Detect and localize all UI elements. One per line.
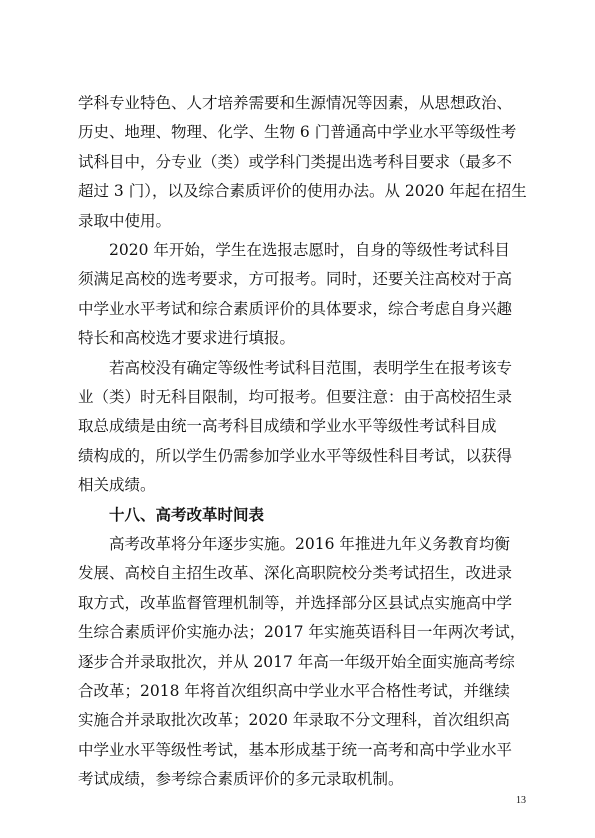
paragraph-line: 录取中使用。 bbox=[78, 211, 172, 230]
paragraph-line: 超过 3 门），以及综合素质评价的使用办法。从 2020 年起在招生 bbox=[78, 182, 527, 201]
paragraph-line: 2020 年开始，学生在选报志愿时，自身的等级性考试科目 bbox=[109, 241, 510, 259]
paragraph-line: 相关成绩。 bbox=[78, 476, 156, 495]
paragraph-line: 取方式，改革监督管理机制等，并选择部分区县试点实施高中学 bbox=[78, 593, 513, 612]
section-heading: 十八、高考改革时间表 bbox=[109, 505, 265, 524]
paragraph-line: 绩构成的，所以学生仍需参加学业水平等级性科目考试，以获得 bbox=[78, 446, 513, 465]
paragraph-line: 历史、地理、物理、化学、生物 6 门普通高中学业水平等级性考 bbox=[78, 123, 517, 142]
paragraph-line: 中学业水平等级性考试，基本形成基于统一高考和高中学业水平 bbox=[78, 740, 513, 759]
paragraph-line: 高考改革将分年逐步实施。2016 年推进九年义务教育均衡 bbox=[109, 535, 510, 553]
paragraph-line: 考试成绩，参考综合素质评价的多元录取机制。 bbox=[78, 770, 404, 789]
paragraph-line: 若高校没有确定等级性考试科目范围，表明学生在报考该专 bbox=[109, 358, 513, 377]
paragraph-line: 特长和高校选才要求进行填报。 bbox=[78, 329, 296, 348]
paragraph-line: 逐步合并录取批次，并从 2017 年高一年级开始全面实施高考综 bbox=[78, 652, 515, 671]
paragraph-line: 业（类）时无科目限制，均可报考。但要注意：由于高校招生录 bbox=[78, 388, 513, 406]
page-number: 13 bbox=[516, 795, 526, 806]
paragraph-line: 中学业水平考试和综合素质评价的具体要求，综合考虑自身兴趣 bbox=[78, 299, 513, 318]
paragraph-line: 生综合素质评价实施办法；2017 年实施英语科目一年两次考试， bbox=[78, 623, 526, 642]
paragraph-line: 取总成绩是由统一高考科目成绩和学业水平等级性考试科目成 bbox=[78, 417, 497, 436]
paragraph-line: 实施合并录取批次改革；2020 年录取不分文理科，首次组织高 bbox=[78, 711, 510, 730]
paragraph-line: 试科目中，分专业（类）或学科门类提出选考科目要求（最多不 bbox=[78, 152, 513, 171]
paragraph-line: 合改革；2018 年将首次组织高中学业水平合格性考试，并继续 bbox=[78, 682, 510, 700]
paragraph-line: 学科专业特色、人才培养需要和生源情况等因素，从思想政治、 bbox=[78, 94, 513, 112]
paragraph-line: 发展、高校自主招生改革、深化高职院校分类考试招生，改进录 bbox=[78, 564, 513, 583]
paragraph-line: 须满足高校的选考要求，方可报考。同时，还要关注高校对于高 bbox=[78, 270, 513, 289]
